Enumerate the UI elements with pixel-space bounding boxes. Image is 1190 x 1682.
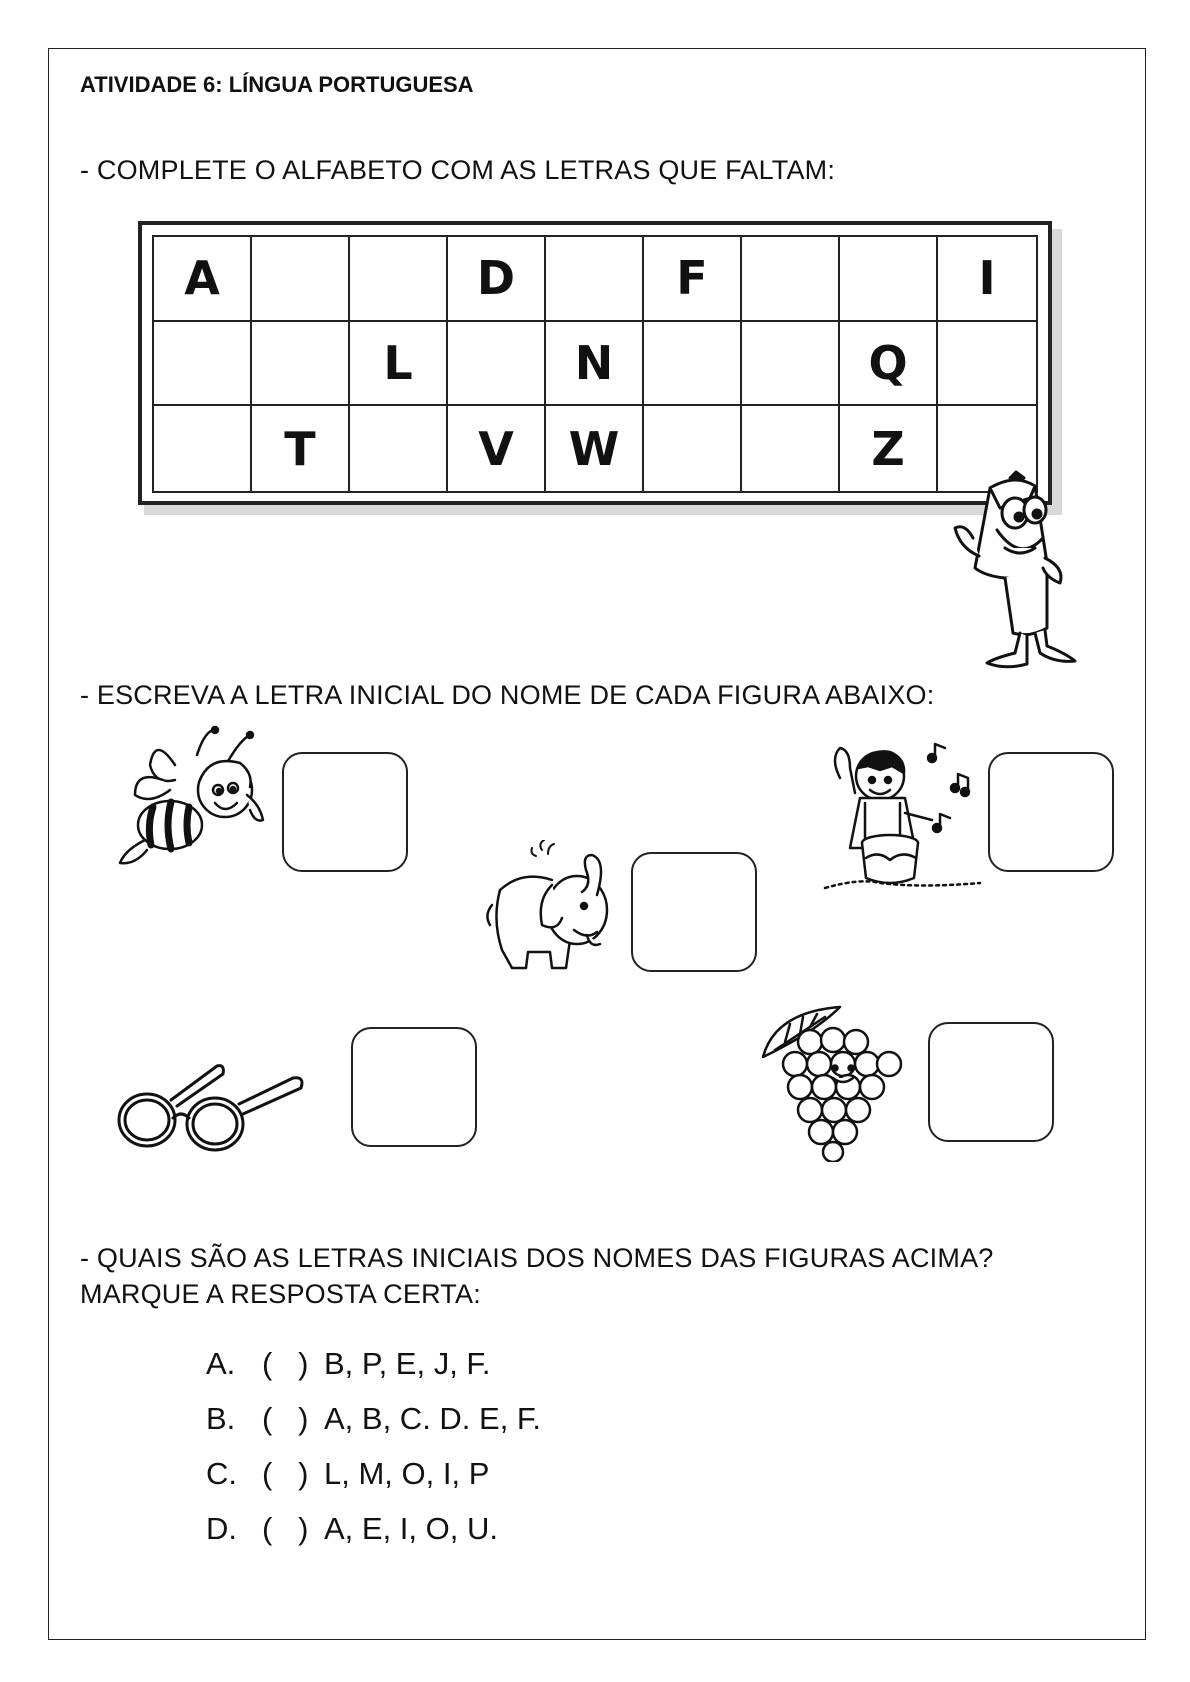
alphabet-cell-blank[interactable]	[154, 322, 252, 407]
alphabet-cell-w: W	[546, 406, 644, 491]
elephant-illustration	[482, 840, 632, 980]
option-d[interactable]	[206, 1501, 541, 1556]
option-answer: A, E, I, O, U.	[324, 1510, 498, 1546]
option-checkbox[interactable]: ( )	[262, 1400, 309, 1436]
option-letter: C.	[206, 1455, 237, 1491]
answer-box-boy[interactable]	[988, 752, 1114, 872]
alphabet-cell-blank[interactable]	[350, 237, 448, 322]
alphabet-board	[138, 221, 1058, 509]
alphabet-cell-t: T	[252, 406, 350, 491]
alphabet-cell-i: I	[938, 237, 1036, 322]
alphabet-cell-blank[interactable]	[840, 237, 938, 322]
alphabet-cell-q: Q	[840, 322, 938, 407]
option-letter: A.	[206, 1345, 236, 1381]
question-line-2: MARQUE A RESPOSTA CERTA:	[80, 1279, 481, 1309]
alphabet-cell-blank[interactable]	[742, 322, 840, 407]
grapes-illustration	[755, 1002, 915, 1162]
alphabet-instruction: - COMPLETE O ALFABETO COM AS LETRAS QUE FALTAM:	[80, 155, 836, 185]
answer-box-grapes[interactable]	[928, 1022, 1054, 1142]
alphabet-cell-blank[interactable]	[546, 237, 644, 322]
option-checkbox[interactable]: ( )	[262, 1455, 309, 1491]
alphabet-cell-a: A	[154, 237, 252, 322]
bee-illustration	[115, 725, 265, 870]
option-answer: L, M, O, I, P	[324, 1455, 490, 1491]
option-letter: B.	[206, 1400, 236, 1436]
pencil-mascot-illustration	[935, 468, 1085, 678]
alphabet-cell-blank[interactable]	[644, 406, 742, 491]
alphabet-grid	[152, 235, 1038, 493]
question-line-1: - QUAIS SÃO AS LETRAS INICIAIS DOS NOMES DAS FIGURAS ACIMA?	[80, 1243, 994, 1273]
alphabet-cell-v: V	[448, 406, 546, 491]
option-c[interactable]	[206, 1446, 541, 1501]
alphabet-cell-n: N	[546, 322, 644, 407]
boy-with-drum-illustration	[820, 738, 990, 898]
alphabet-cell-z: Z	[840, 406, 938, 491]
answer-box-glasses[interactable]	[351, 1027, 477, 1147]
alphabet-cell-blank[interactable]	[350, 406, 448, 491]
answer-box-elephant[interactable]	[631, 852, 757, 972]
option-answer: B, P, E, J, F.	[324, 1345, 491, 1381]
option-letter: D.	[206, 1510, 237, 1546]
option-b[interactable]	[206, 1391, 541, 1446]
alphabet-cell-blank[interactable]	[252, 237, 350, 322]
alphabet-cell-f: F	[644, 237, 742, 322]
alphabet-cell-blank[interactable]	[742, 406, 840, 491]
option-checkbox[interactable]: ( )	[262, 1510, 309, 1546]
option-a[interactable]	[206, 1336, 541, 1391]
option-answer: A, B, C. D. E, F.	[324, 1400, 542, 1436]
initial-letter-instruction: - ESCREVA A LETRA INICIAL DO NOME DE CADA FIGURA ABAIXO:	[80, 680, 935, 710]
answer-box-bee[interactable]	[282, 752, 408, 872]
question-instruction	[80, 1240, 994, 1312]
alphabet-cell-blank[interactable]	[938, 322, 1036, 407]
alphabet-cell-blank[interactable]	[644, 322, 742, 407]
alphabet-cell-d: D	[448, 237, 546, 322]
alphabet-cell-l: L	[350, 322, 448, 407]
board-frame	[138, 221, 1052, 505]
alphabet-cell-blank[interactable]	[742, 237, 840, 322]
option-checkbox[interactable]: ( )	[262, 1345, 309, 1381]
alphabet-cell-blank[interactable]	[252, 322, 350, 407]
alphabet-cell-blank[interactable]	[154, 406, 252, 491]
answer-options	[206, 1336, 541, 1556]
alphabet-cell-blank[interactable]	[448, 322, 546, 407]
page-title: ATIVIDADE 6: LÍNGUA PORTUGUESA	[80, 72, 474, 97]
glasses-illustration	[115, 1058, 315, 1158]
